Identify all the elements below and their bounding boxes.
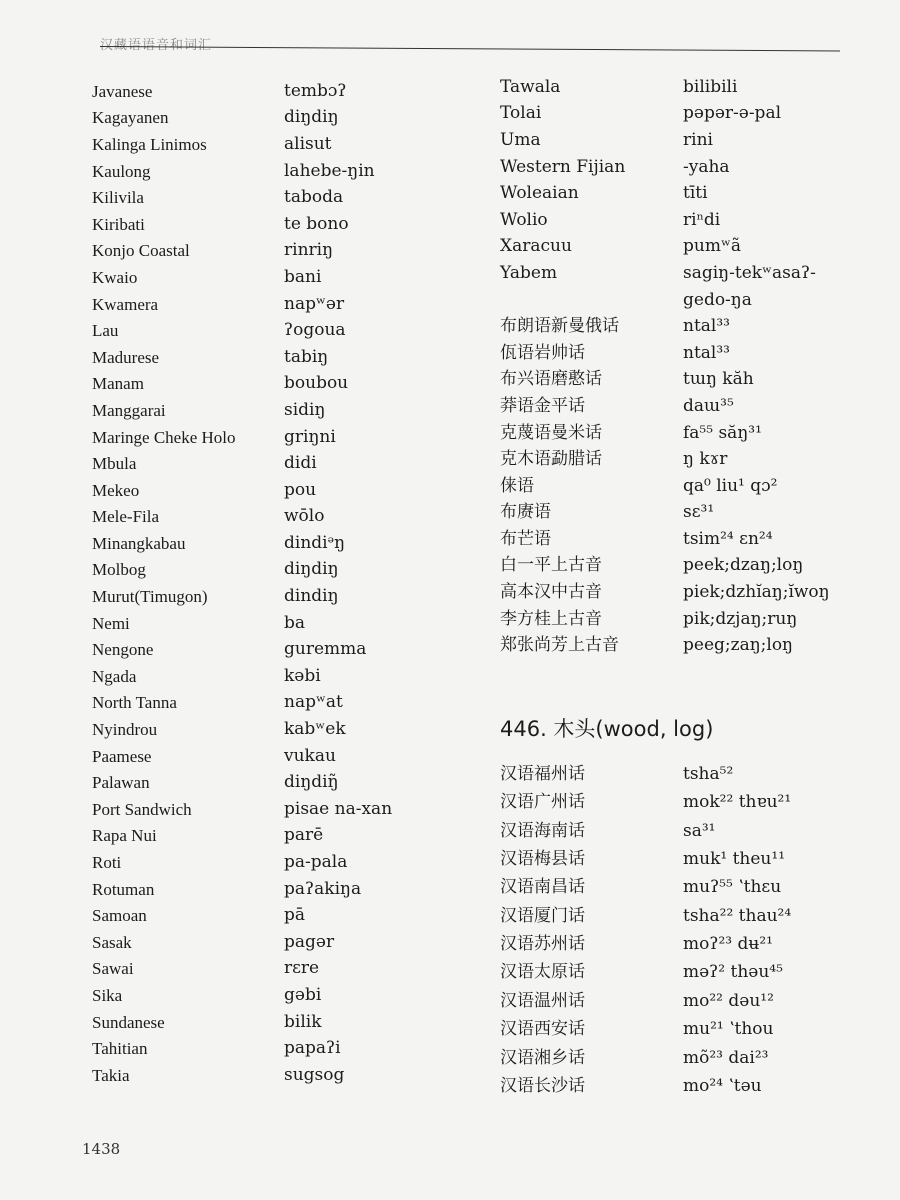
- word-form: sagiŋ-tekʷasaʔ-: [683, 262, 816, 283]
- language-name: 汉语海南话: [500, 820, 585, 841]
- word-form: pik;dzjaŋ;ruŋ: [683, 608, 798, 629]
- entry-row: [92, 636, 472, 663]
- entry-row: [92, 876, 472, 903]
- entry-row: [500, 760, 860, 788]
- word-form: mo²² dəu¹²: [683, 990, 774, 1011]
- word-form: griŋni: [284, 426, 336, 447]
- language-name: Minangkabau: [92, 533, 186, 553]
- word-form: peek;dzaŋ;loŋ: [683, 555, 804, 576]
- language-name: 汉语太原话: [500, 962, 585, 983]
- language-name: 布芒语: [500, 528, 551, 549]
- word-form: diŋdiŋ̃: [284, 772, 339, 793]
- entry-row: [500, 207, 860, 234]
- language-name: Rotuman: [92, 879, 155, 899]
- word-form: diŋdiŋ: [284, 559, 339, 580]
- entry-row: [92, 238, 472, 265]
- entry-row: [92, 929, 472, 956]
- word-form: diŋdiŋ: [284, 107, 339, 128]
- word-form: lahebe-ŋin: [284, 160, 375, 181]
- entry-row: [92, 397, 472, 424]
- entry-row: [500, 1016, 860, 1044]
- entry-row: [92, 371, 472, 398]
- left-column: [92, 78, 472, 1089]
- entry-row: [500, 845, 860, 873]
- entry-row: [92, 956, 472, 983]
- entry-row: [500, 180, 860, 207]
- entry-row: [500, 340, 860, 367]
- entry-row: [92, 583, 472, 610]
- language-name: Lau: [92, 321, 119, 341]
- language-name: Tahitian: [92, 1039, 148, 1059]
- word-form: tembɔʔ: [284, 80, 347, 101]
- word-form: ba: [284, 612, 306, 633]
- word-form: pa-pala: [284, 852, 348, 873]
- word-form: sa³¹: [683, 820, 716, 841]
- entry-row: [92, 184, 472, 211]
- word-form: mu²¹ ʽthou: [683, 1019, 774, 1040]
- word-form: pā: [284, 905, 306, 926]
- language-name: Madurese: [92, 347, 160, 367]
- language-name: Western Fijian: [500, 156, 626, 177]
- word-form: tabiŋ: [284, 346, 329, 367]
- entry-row: [92, 477, 472, 504]
- language-name: Sasak: [92, 932, 132, 952]
- word-form: sugsog: [284, 1064, 345, 1085]
- entry-row: [92, 1035, 472, 1062]
- language-name: Nengone: [92, 640, 154, 660]
- entry-row: [500, 260, 860, 287]
- language-name: 汉语厦门话: [500, 905, 585, 926]
- language-name: 高本汉中古音: [500, 582, 602, 603]
- word-form: tsim²⁴ ɛn²⁴: [683, 528, 773, 549]
- entry-row: [500, 446, 860, 473]
- word-form: guremma: [284, 639, 367, 660]
- entry-row: [500, 473, 860, 500]
- entry-row: [500, 1072, 860, 1100]
- entry-row: [500, 959, 860, 987]
- language-name: 汉语西安话: [500, 1019, 585, 1040]
- word-form: pou: [284, 479, 317, 500]
- language-name: Sawai: [92, 959, 134, 979]
- entry-row: [500, 987, 860, 1015]
- language-name: 汉语苏州话: [500, 934, 585, 955]
- entry-row: [92, 823, 472, 850]
- language-name: 汉语温州话: [500, 990, 585, 1011]
- language-name: 李方桂上古音: [500, 608, 602, 629]
- word-form: rini: [683, 129, 713, 150]
- word-form: pəpər-ə-pal: [683, 103, 782, 124]
- entry-row: [500, 234, 860, 261]
- language-name: Mbula: [92, 454, 137, 474]
- entry-row: [500, 367, 860, 394]
- entry-row: [500, 788, 860, 816]
- language-name: 莽语金平话: [500, 395, 585, 416]
- language-name: Kwamera: [92, 294, 159, 314]
- language-name: 俫语: [500, 475, 534, 496]
- entry-row: [92, 450, 472, 477]
- entry-row: [92, 504, 472, 531]
- language-name: Sika: [92, 985, 123, 1005]
- running-head: 汉藏语语音和词汇: [100, 38, 213, 53]
- entry-row: [92, 344, 472, 371]
- language-name: Ngada: [92, 666, 137, 686]
- word-form: taboda: [284, 187, 344, 208]
- language-name: Kalinga Linimos: [92, 134, 207, 154]
- language-name: North Tanna: [92, 693, 177, 713]
- word-form: pisae na-xan: [284, 798, 393, 819]
- entry-row: [92, 105, 472, 132]
- entry-row: [92, 610, 472, 637]
- entry-row: [92, 902, 472, 929]
- language-name: Molbog: [92, 560, 146, 580]
- language-name: Mele-Fila: [92, 507, 160, 527]
- word-form: bilik: [284, 1011, 322, 1032]
- language-name: Woleaian: [500, 183, 579, 204]
- word-form: ntal³³: [683, 316, 730, 337]
- language-name: Roti: [92, 853, 122, 873]
- word-form: peeg;zaŋ;loŋ: [683, 635, 794, 656]
- entry-row: [500, 154, 860, 181]
- language-name: 白一平上古音: [500, 555, 602, 576]
- word-form: rɛre: [284, 958, 320, 979]
- language-name: Mekeo: [92, 480, 140, 500]
- word-form: məʔ² thəu⁴⁵: [683, 962, 783, 983]
- entry-row: [500, 393, 860, 420]
- language-name: Tawala: [500, 76, 561, 97]
- entry-row: [500, 632, 860, 659]
- language-name: 布朗语新曼俄话: [500, 316, 619, 337]
- word-form: wōlo: [284, 506, 325, 527]
- language-name: 汉语广州话: [500, 792, 585, 813]
- entry-row: [92, 690, 472, 717]
- language-name: Port Sandwich: [92, 799, 192, 819]
- entry-row: [500, 930, 860, 958]
- word-form: mok²² thɐu²¹: [683, 792, 792, 813]
- entry-row: [92, 1009, 472, 1036]
- entry-row: [500, 817, 860, 845]
- language-name: Palawan: [92, 773, 150, 793]
- word-form: napʷər: [284, 293, 345, 314]
- language-name: Murut(Timugon): [92, 587, 208, 607]
- word-form: sidiŋ: [284, 399, 326, 420]
- word-form: mo²⁴ ʽtəu: [683, 1076, 762, 1097]
- language-name: Nemi: [92, 613, 130, 633]
- word-form: vukau: [284, 745, 336, 766]
- language-name: 克蔑语曼米话: [500, 422, 602, 443]
- word-form: pagər: [284, 931, 335, 952]
- language-name: Manam: [92, 374, 144, 394]
- word-form: gedo-ŋa: [683, 289, 752, 310]
- entry-row: [92, 769, 472, 796]
- language-name: Rapa Nui: [92, 826, 157, 846]
- entry-row: [92, 78, 472, 105]
- language-name: Konjo Coastal: [92, 241, 190, 261]
- word-form: -yaha: [683, 156, 730, 177]
- language-name: 汉语福州话: [500, 763, 585, 784]
- word-form: napʷat: [284, 692, 343, 713]
- language-name: 汉语长沙话: [500, 1076, 585, 1097]
- entry-row: [500, 127, 860, 154]
- word-form: gəbi: [284, 984, 322, 1005]
- word-form: paʔakiŋa: [284, 878, 362, 899]
- language-name: Kagayanen: [92, 108, 169, 128]
- entry-row: [500, 579, 860, 606]
- word-form: ŋ kɤr: [683, 449, 728, 470]
- language-name: 布赓语: [500, 502, 551, 523]
- word-form: tsha⁵²: [683, 763, 734, 784]
- word-form: pumʷã: [683, 236, 742, 257]
- entry-row: [500, 313, 860, 340]
- entry-row: [92, 530, 472, 557]
- word-form: tsha²² thau²⁴: [683, 905, 792, 926]
- language-name: Tolai: [500, 103, 542, 124]
- word-form: daɯ³⁵: [683, 395, 734, 416]
- entry-row: [500, 500, 860, 527]
- word-form: ʔogoua: [284, 320, 346, 341]
- entry-row: [500, 287, 860, 314]
- word-form: alisut: [284, 133, 332, 154]
- entry-row: [500, 420, 860, 447]
- word-form: rinriŋ: [284, 240, 334, 261]
- entry-row: [92, 317, 472, 344]
- language-name: 汉语湘乡话: [500, 1047, 585, 1068]
- entry-row: [500, 74, 860, 101]
- entry-row: [92, 557, 472, 584]
- language-name: Takia: [92, 1065, 130, 1085]
- entry-row: [500, 874, 860, 902]
- entry-row: [500, 101, 860, 128]
- word-form: ntal³³: [683, 342, 730, 363]
- word-form: papaʔi: [284, 1038, 341, 1059]
- language-name: Nyindrou: [92, 720, 158, 740]
- language-name: 布兴语磨憨话: [500, 369, 602, 390]
- language-name: Yabem: [500, 262, 558, 283]
- section-heading: 446. 木头(wood, log): [500, 717, 714, 742]
- word-form: kəbi: [284, 665, 321, 686]
- entry-row: [92, 211, 472, 238]
- language-name: 佤语岩帅话: [500, 342, 585, 363]
- word-form: moʔ²³ dʉ²¹: [683, 934, 773, 955]
- word-form: bani: [284, 266, 322, 287]
- language-name: Kilivila: [92, 188, 144, 208]
- entry-row: [500, 553, 860, 580]
- word-form: tɯŋ kăh: [683, 369, 754, 390]
- language-name: Maringe Cheke Holo: [92, 427, 236, 447]
- entry-row: [92, 663, 472, 690]
- word-form: sɛ³¹: [683, 502, 715, 523]
- entry-row: [92, 743, 472, 770]
- word-form: piek;dzhĭaŋ;ĭwoŋ: [683, 582, 830, 603]
- word-form: fa⁵⁵ săŋ³¹: [683, 422, 762, 443]
- entry-row: [92, 982, 472, 1009]
- language-name: Manggarai: [92, 400, 166, 420]
- entry-row: [92, 849, 472, 876]
- entry-row: [500, 1044, 860, 1072]
- entry-row: [500, 606, 860, 633]
- language-name: Sundanese: [92, 1012, 165, 1032]
- word-form: mõ²³ dai²³: [683, 1047, 769, 1068]
- language-name: Kaulong: [92, 161, 151, 181]
- word-form: boubou: [284, 373, 349, 394]
- entry-row: [92, 1062, 472, 1089]
- language-name: Paamese: [92, 746, 152, 766]
- language-name: Javanese: [92, 81, 153, 101]
- entry-row: [92, 264, 472, 291]
- right-column: [500, 74, 860, 1101]
- entry-row: [92, 796, 472, 823]
- page-number: 1438: [82, 1140, 121, 1158]
- language-name: 汉语梅县话: [500, 848, 585, 869]
- language-name: Kwaio: [92, 267, 138, 287]
- word-form: parē: [284, 825, 324, 846]
- right-column-bottom-list: [500, 760, 860, 1101]
- word-form: muk¹ theu¹¹: [683, 848, 786, 869]
- entry-row: [92, 424, 472, 451]
- language-name: Wolio: [500, 209, 548, 230]
- entry-row: [92, 291, 472, 318]
- word-form: kabʷek: [284, 719, 346, 740]
- language-name: Xaracuu: [500, 236, 572, 257]
- word-form: te bono: [284, 213, 349, 234]
- entry-row: [92, 158, 472, 185]
- word-form: riⁿdi: [683, 209, 721, 230]
- word-form: muʔ⁵⁵ ʽthɛu: [683, 877, 782, 898]
- entry-row: [500, 526, 860, 553]
- language-name: Uma: [500, 129, 541, 150]
- word-form: qa⁰ liu¹ qɔ²: [683, 475, 778, 496]
- word-form: dindiŋ: [284, 586, 339, 607]
- word-form: didi: [284, 453, 317, 474]
- language-name: 克木语勐腊话: [500, 449, 602, 470]
- language-name: 汉语南昌话: [500, 877, 585, 898]
- entry-row: [500, 902, 860, 930]
- entry-row: [92, 716, 472, 743]
- entry-row: [92, 131, 472, 158]
- language-name: Kiribati: [92, 214, 145, 234]
- word-form: bilibili: [683, 76, 738, 97]
- word-form: dindiᵊŋ: [284, 532, 346, 553]
- language-name: 郑张尚芳上古音: [500, 635, 619, 656]
- right-column-top-list: [500, 74, 860, 659]
- word-form: tīti: [683, 183, 708, 204]
- language-name: Samoan: [92, 906, 147, 926]
